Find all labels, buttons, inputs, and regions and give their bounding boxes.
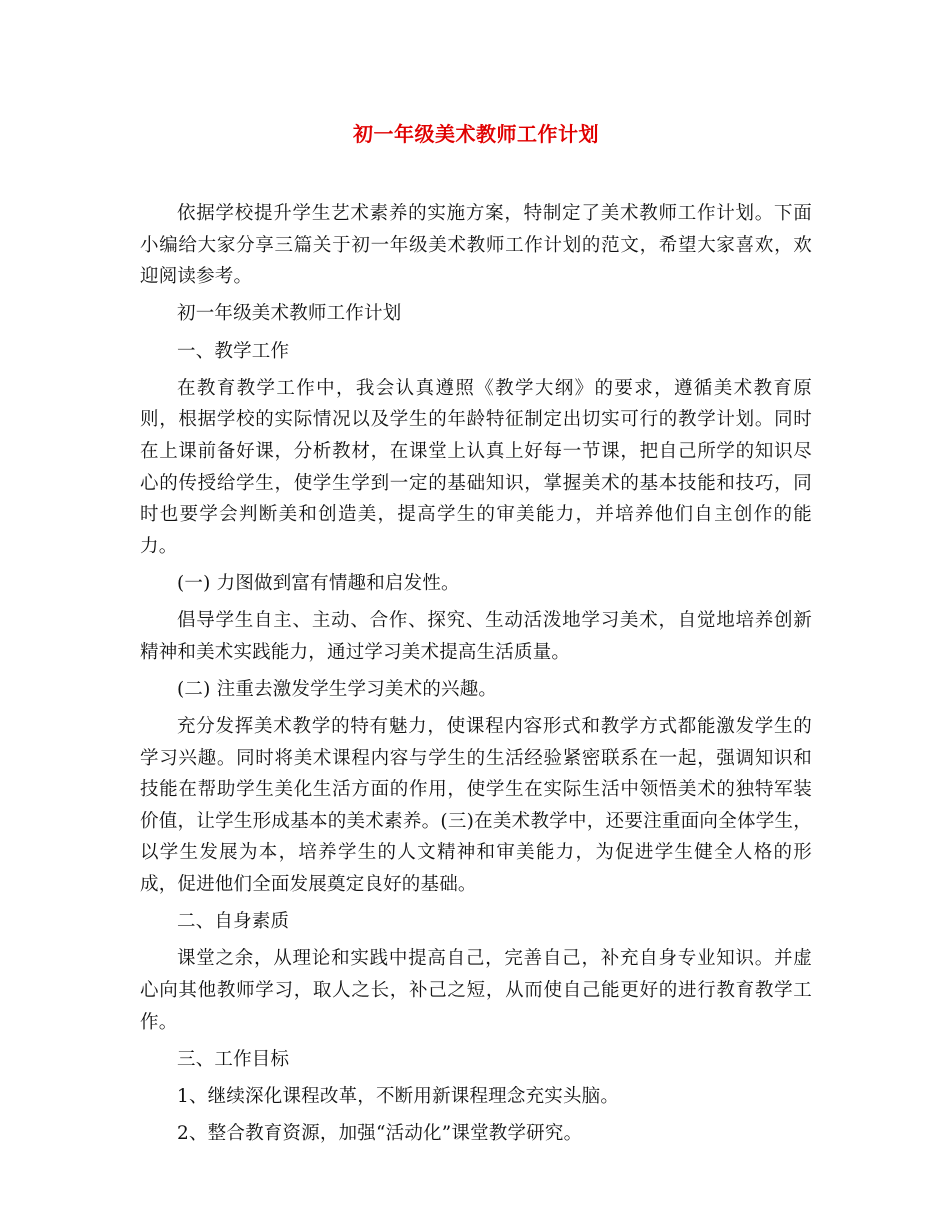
- section-heading-quality: 二、自身素质: [177, 911, 290, 933]
- section-heading-goals: 三、工作目标: [177, 1048, 290, 1070]
- teaching-paragraph: 在教育教学工作中，我会认真遵照《教学大纲》的要求，遵循美术教育原则，根据学校的实际情况以及学生的年龄特征制定出切实可行的教学计划。同时在上课前备好课，分析教材，在课堂上认真上好每一节课，把自己所学的知识尽心的传授给学生，使学生学到一定的基础知识，掌握美术的基本技能和技巧，同时也要学会判断美和创造美，提高学生的审美能力，并培养他们自主创作的能力。: [140, 377, 812, 557]
- section-heading-teaching: 一、教学工作: [177, 340, 290, 362]
- goal-item-1: 1、继续深化课程改革，不断用新课程理念充实头脑。: [177, 1085, 620, 1107]
- document-title: 初一年级美术教师工作计划: [353, 122, 599, 146]
- subheading-2: (二) 注重去激发学生学习美术的兴趣。: [177, 678, 498, 700]
- goal-item-2: 2、整合教育资源，加强“活动化”课堂教学研究。: [177, 1123, 583, 1145]
- section-heading-plan: 初一年级美术教师工作计划: [177, 303, 402, 325]
- document-page: [140, 120, 812, 1155]
- subheading-1: (一) 力图做到富有情趣和启发性。: [177, 572, 460, 594]
- intro-paragraph: 依据学校提升学生艺术素养的实施方案，特制定了美术教师工作计划。下面小编给大家分享三篇关于初一年级美术教师工作计划的范文，希望大家喜欢，欢迎阅读参考。: [140, 203, 812, 288]
- subheading-1-paragraph: 倡导学生自主、主动、合作、探究、生动活泼地学习美术，自觉地培养创新精神和美术实践能力，通过学习美术提高生活质量。: [140, 610, 812, 663]
- document-body: [140, 198, 812, 1150]
- quality-paragraph: 课堂之余，从理论和实践中提高自己，完善自己，补充自身专业知识。并虚心向其他教师学习，取人之长，补己之短，从而使自己能更好的进行教育教学工作。: [140, 948, 812, 1033]
- subheading-2-paragraph: 充分发挥美术教学的特有魅力，使课程内容形式和教学方式都能激发学生的学习兴趣。同时将美术课程内容与学生的生活经验紧密联系在一起，强调知识和技能在帮助学生美化生活方面的作用，使学生在实际生活中领悟美术的独特军装价值，让学生形成基本的美术素养。(三)在美术教学中，还要注重面向全体学生，以学生发展为本，培养学生的人文精神和审美能力，为促进学生健全人格的形成，促进他们全面发展奠定良好的基础。: [140, 716, 812, 896]
